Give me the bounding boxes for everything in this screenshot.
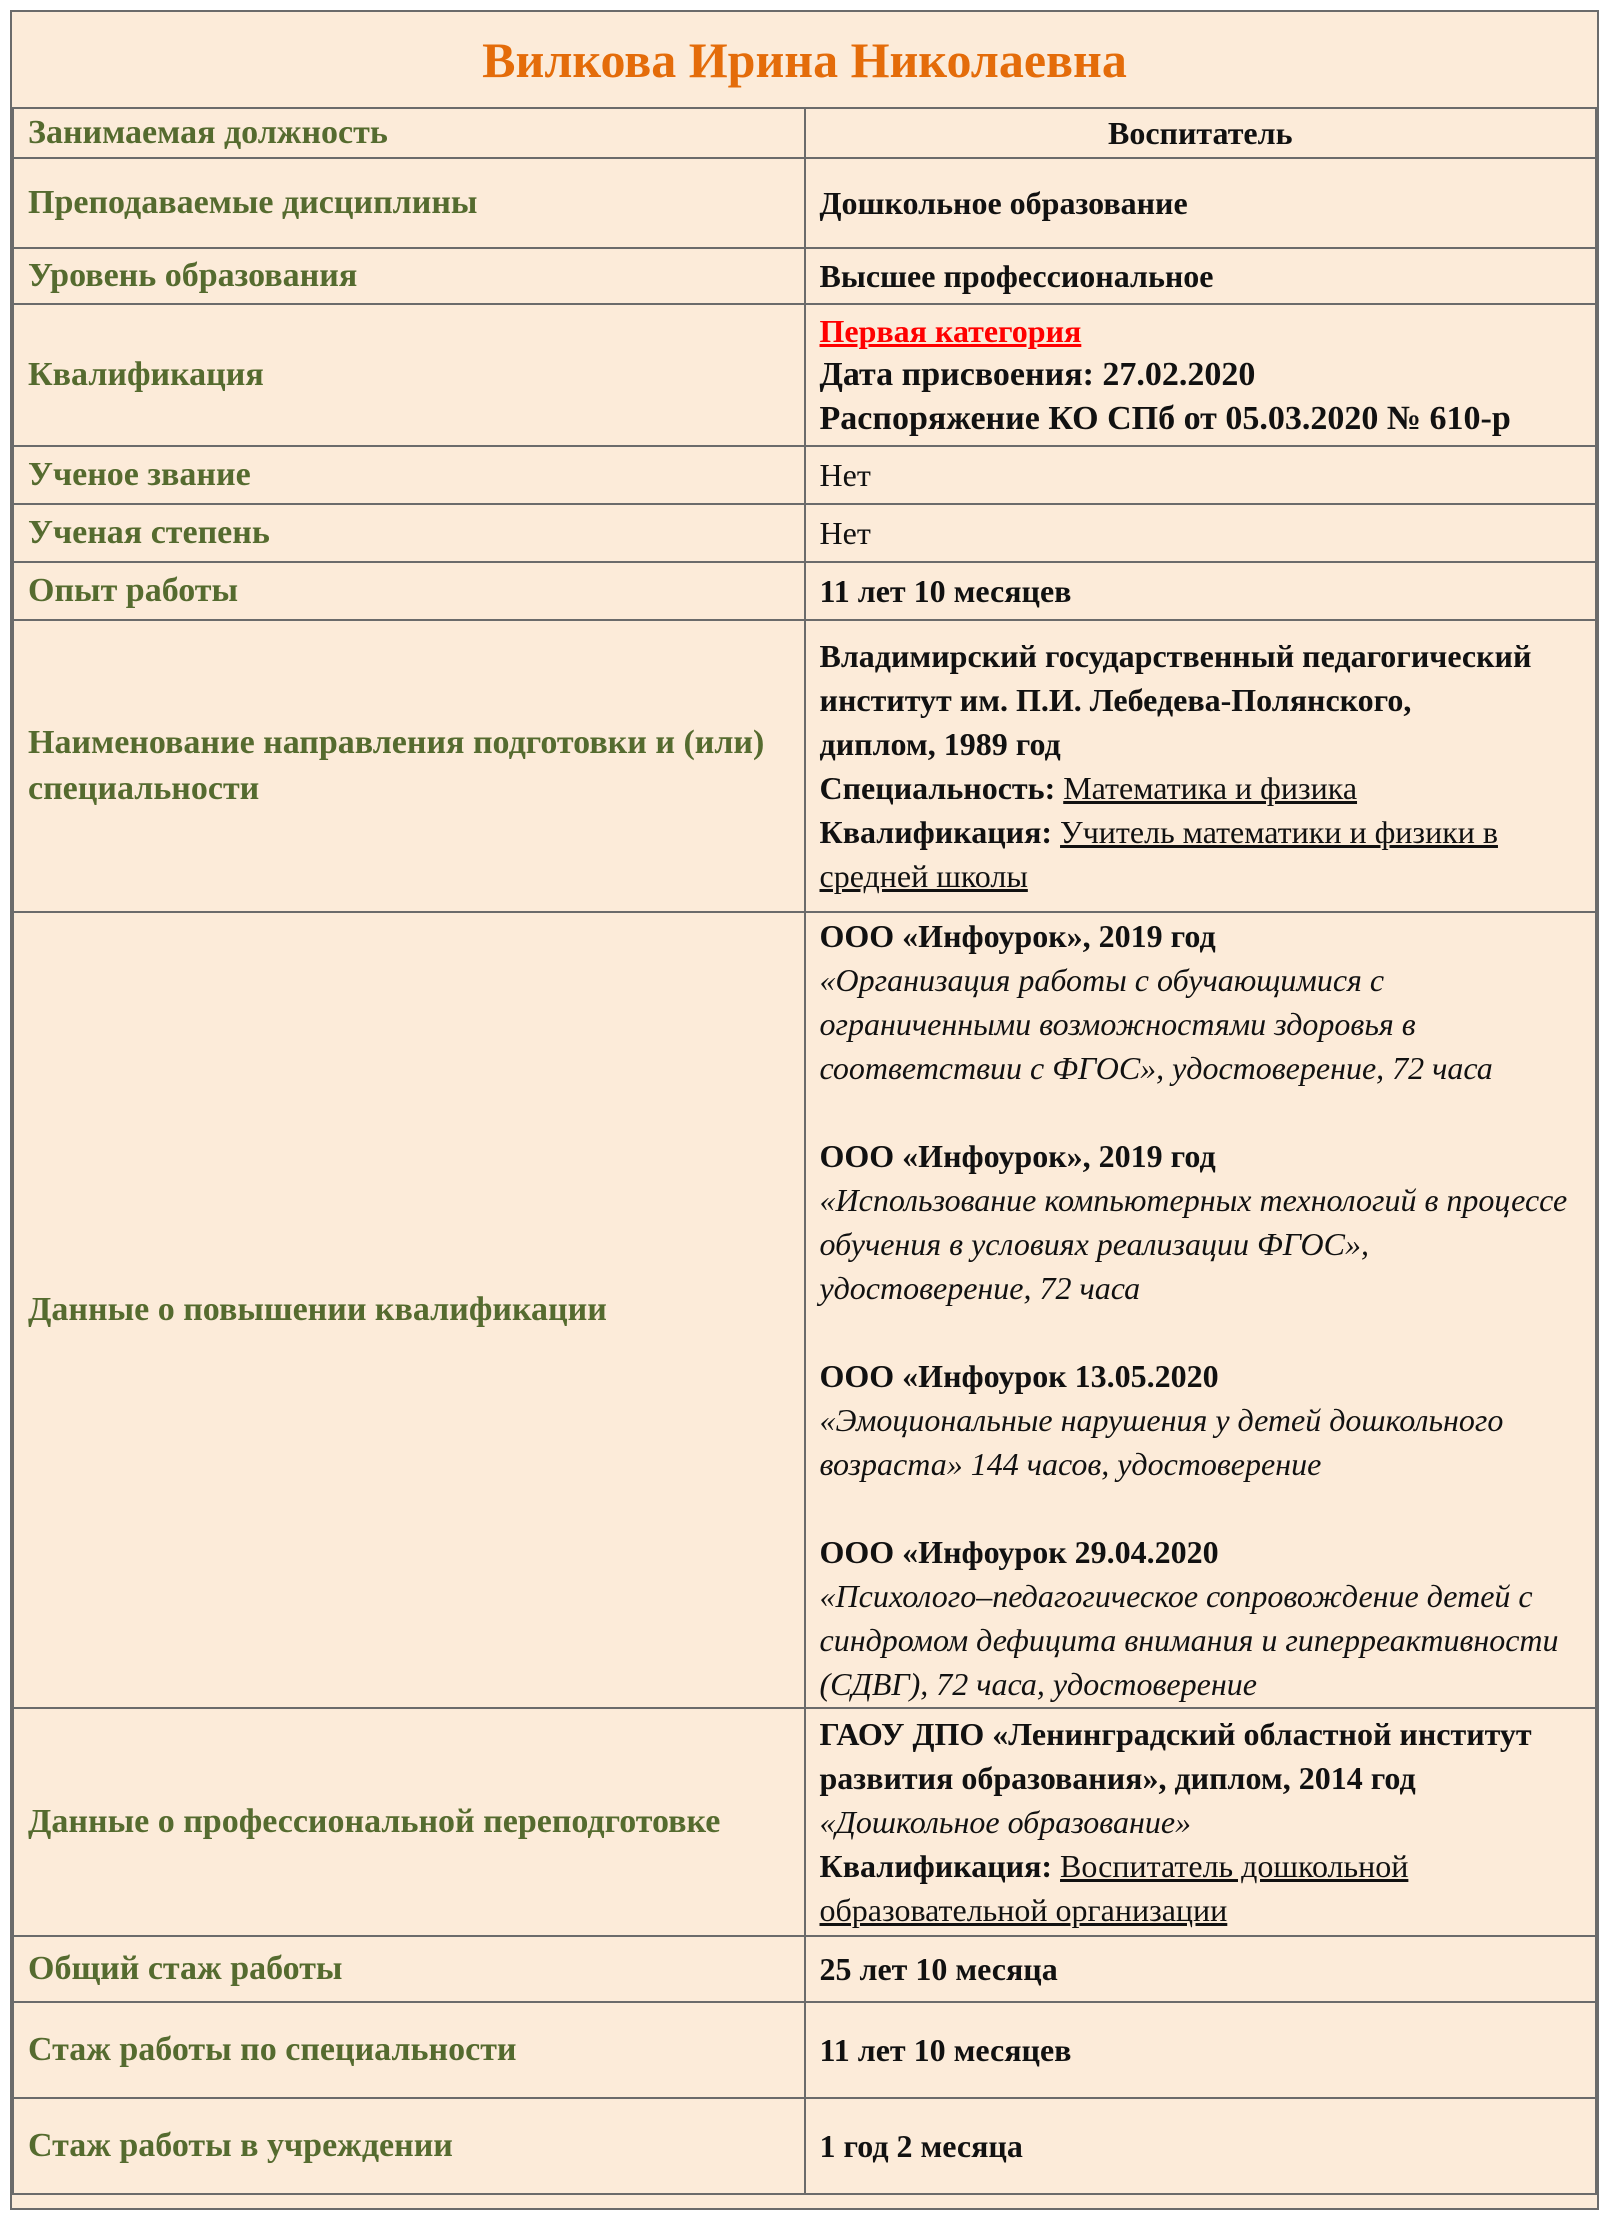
institution-name: Владимирский государственный педагогический институт им. П.И. Лебедева-Полянского, <box>819 638 1532 718</box>
institution-exp-value: 1 год 2 месяца <box>805 2098 1597 2194</box>
qual-field-value: Учитель математики и физики в средней школы <box>819 814 1498 894</box>
profile-card <box>10 10 1599 2210</box>
training-course: «Психолого–педагогическое сопровождение детей с синдромом дефицита внимания и гиперреактивности (СДВГ), 72 часа, удостоверение <box>819 1578 1559 1702</box>
category-link[interactable]: Первая категория <box>819 313 1082 349</box>
academic-title-value: Нет <box>805 446 1597 504</box>
diploma-year: диплом, 1989 год <box>819 726 1061 762</box>
retraining-program: «Дошкольное образование» <box>819 1804 1192 1840</box>
disciplines-label: Преподаваемые дисциплины <box>13 158 805 248</box>
retraining-qual-label: Квалификация: <box>819 1848 1053 1884</box>
training-org: ООО «Инфоурок 29.04.2020 <box>819 1534 1219 1570</box>
total-exp-label: Общий стаж работы <box>13 1936 805 2002</box>
training-org: ООО «Инфоурок», 2019 год <box>819 1138 1216 1174</box>
academic-degree-value: Нет <box>805 504 1597 562</box>
assignment-date: Дата присвоения: 27.02.2020 <box>819 356 1256 393</box>
total-exp-value: 25 лет 10 месяца <box>805 1936 1597 2002</box>
specialty-field-label: Специальность: <box>819 770 1056 806</box>
training-org: ООО «Инфоурок 13.05.2020 <box>819 1358 1219 1394</box>
specialty-exp-label: Стаж работы по специальности <box>13 2002 805 2098</box>
academic-degree-label: Ученая степень <box>13 504 805 562</box>
training-item <box>820 1134 1582 1310</box>
institution-exp-label: Стаж работы в учреждении <box>13 2098 805 2194</box>
qualification-value <box>805 304 1597 446</box>
specialty-field-value: Математика и физика <box>1063 770 1358 806</box>
education-level-value: Высшее профессиональное <box>805 248 1597 304</box>
retraining-value <box>805 1708 1597 1936</box>
retraining-org: ГАОУ ДПО «Ленинградский областной институт развития образования», диплом, 2014 год <box>819 1716 1532 1796</box>
training-item <box>820 914 1582 1090</box>
retraining-qual-value: Воспитатель дошкольной образовательной организации <box>819 1848 1409 1928</box>
profile-table <box>12 12 1597 2195</box>
training-org: ООО «Инфоурок», 2019 год <box>819 918 1216 954</box>
qualification-label: Квалификация <box>13 304 805 446</box>
qual-field-label: Квалификация: <box>819 814 1053 850</box>
experience-value: 11 лет 10 месяцев <box>805 562 1597 620</box>
academic-title-label: Ученое звание <box>13 446 805 504</box>
specialty-label: Наименование направления подготовки и (или) специальности <box>13 620 805 912</box>
training-course: «Организация работы с обучающимися с ограниченными возможностями здоровья в соответствии с ФГОС», удостоверение, 72 часа <box>819 962 1493 1086</box>
experience-label: Опыт работы <box>13 562 805 620</box>
assignment-order: Распоряжение КО СПб от 05.03.2020 № 610-р <box>819 400 1511 437</box>
position-label: Занимаемая должность <box>13 108 805 158</box>
page-title: Вилкова Ирина Николаевна <box>13 12 1596 108</box>
training-course: «Эмоциональные нарушения у детей дошкольного возраста» 144 часов, удостоверение <box>819 1402 1504 1482</box>
training-label: Данные о повышении квалификации <box>13 912 805 1708</box>
training-item <box>820 1530 1582 1706</box>
disciplines-value: Дошкольное образование <box>805 158 1597 248</box>
education-level-label: Уровень образования <box>13 248 805 304</box>
specialty-value <box>805 620 1597 912</box>
training-item <box>820 1354 1582 1486</box>
position-value: Воспитатель <box>805 108 1597 158</box>
retraining-label: Данные о профессиональной переподготовке <box>13 1708 805 1936</box>
training-value <box>805 912 1597 1708</box>
training-course: «Использование компьютерных технологий в процессе обучения в условиях реализации ФГОС», удостоверение, 72 часа <box>819 1182 1568 1306</box>
specialty-exp-value: 11 лет 10 месяцев <box>805 2002 1597 2098</box>
